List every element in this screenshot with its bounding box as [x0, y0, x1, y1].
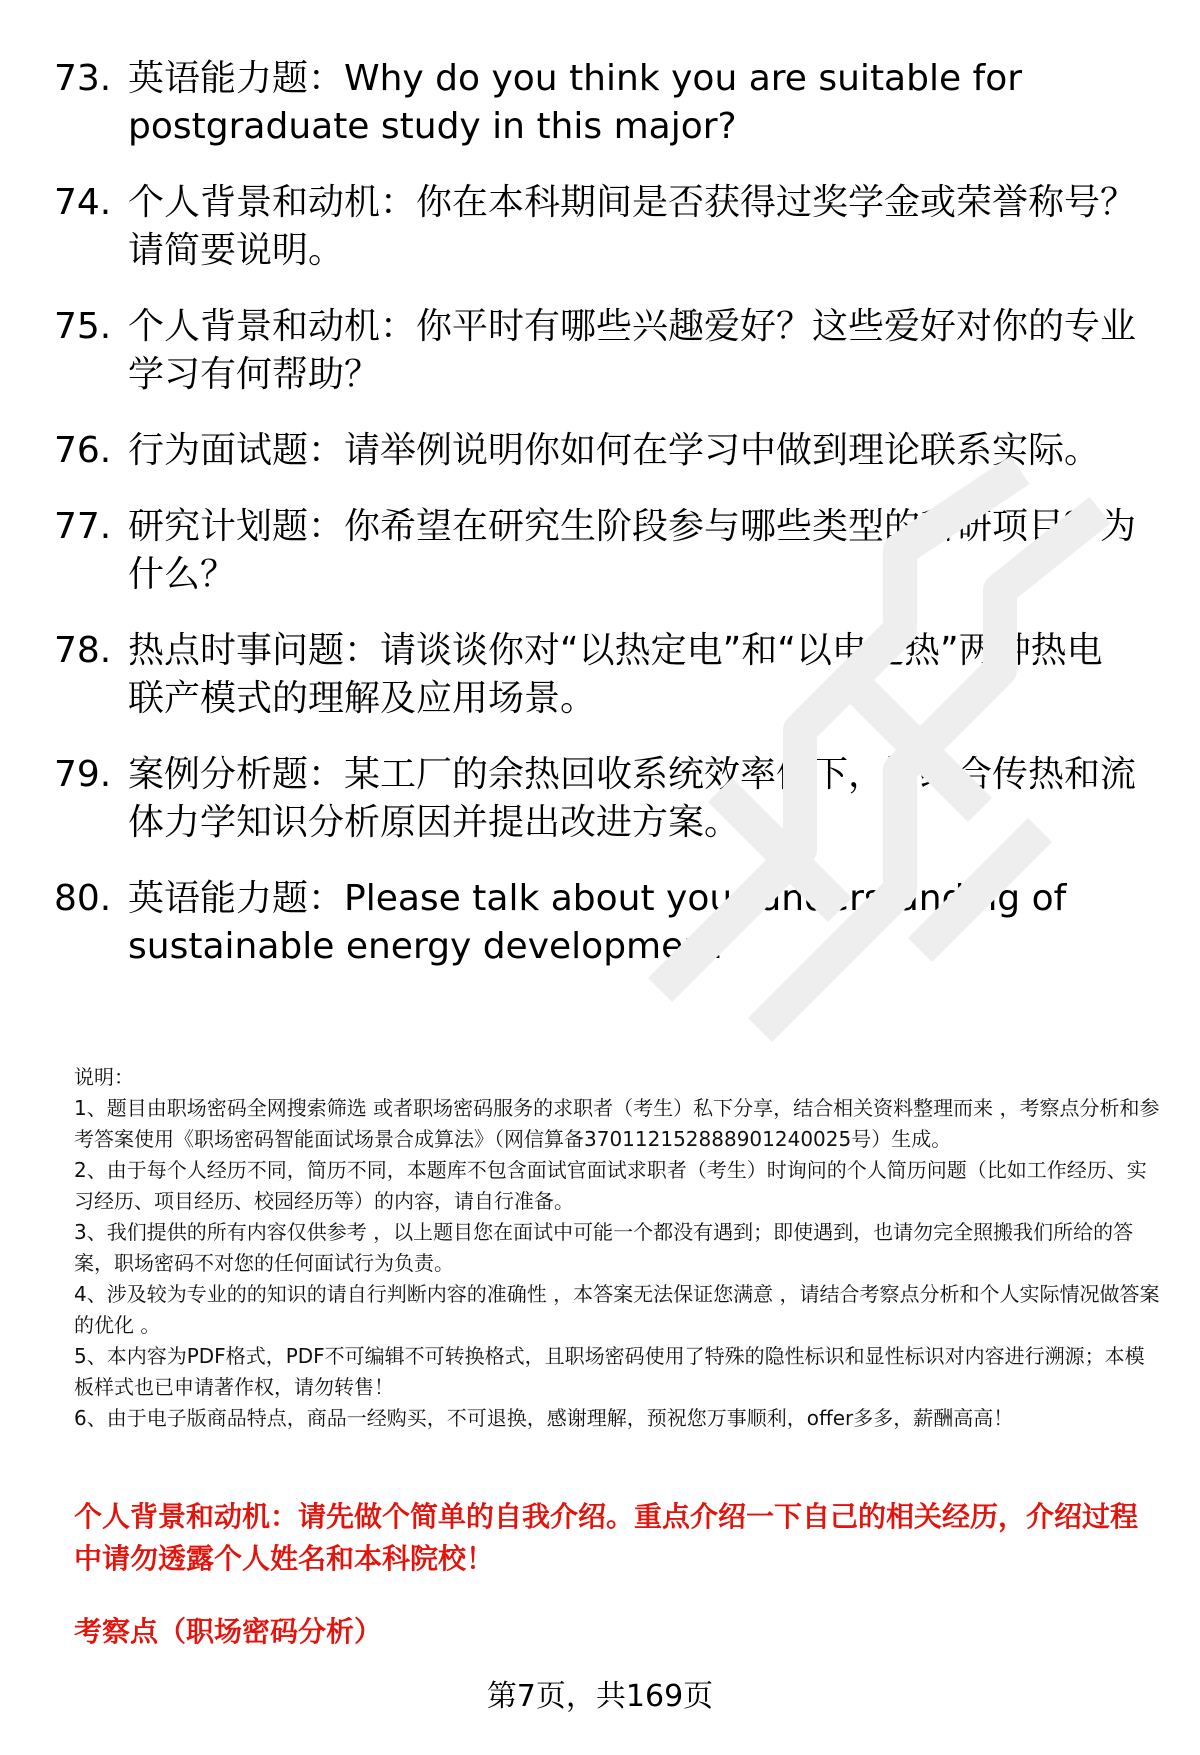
question-text: 英语能力题：Please talk about your understanding of sustainable energy development — [128, 878, 1067, 967]
notes-heading: 说明： — [74, 1065, 134, 1089]
note-item: 6、由于电子版商品特点，商品一经购买，不可退换，感谢理解，预祝您万事顺利，offer多多，薪酬高高！ — [74, 1406, 1014, 1430]
question-number: 80. — [54, 878, 112, 919]
question-number: 79. — [54, 754, 112, 795]
page-number: 第7页，共169页 — [486, 1679, 714, 1714]
question-text: 英语能力题：Why do you think you are suitable for postgraduate study in this major? — [128, 58, 1023, 147]
question-item — [0, 179, 1200, 275]
note-item: 2、由于每个人经历不同，简历不同，本题库不包含面试官面试求职者（考生）时询问的个人简历问题（比如工作经历、实习经历、项目经历、校园经历等）的内容，请自行准备。 — [74, 1158, 1147, 1213]
question-number: 74. — [54, 182, 112, 223]
question-item — [0, 627, 1200, 723]
question-number: 73. — [54, 58, 112, 99]
question-item — [0, 503, 1200, 599]
question-text: 研究计划题：你希望在研究生阶段参与哪些类型的科研项目？为什么？ — [128, 506, 1137, 595]
question-number: 76. — [54, 430, 112, 471]
question-item — [0, 427, 1200, 475]
question-item — [0, 875, 1200, 971]
question-text: 个人背景和动机：你平时有哪些兴趣爱好？这些爱好对你的专业学习有何帮助？ — [128, 306, 1137, 395]
question-item — [0, 751, 1200, 847]
note-item: 4、涉及较为专业的的知识的请自行判断内容的准确性 ，本答案无法保证您满意 ，请结合考察点分析和个人实际情况做答案的优化 。 — [74, 1282, 1160, 1337]
question-item — [0, 303, 1200, 399]
note-item: 5、本内容为PDF格式，PDF不可编辑不可转换格式，且职场密码使用了特殊的隐性标识和显性标识对内容进行溯源；本模板样式也已申请著作权，请勿转售！ — [74, 1344, 1145, 1399]
note-item: 1、题目由职场密码全网搜索筛选 或者职场密码服务的求职者（考生）私下分享，结合相关资料整理而来 ，考察点分析和参考答案使用《职场密码智能面试场景合成算法》（网信算备370112152888901240025号）生成。 — [74, 1096, 1160, 1151]
question-number: 78. — [54, 630, 112, 671]
question-item — [0, 55, 1200, 151]
question-number: 75. — [54, 306, 112, 347]
question-list — [0, 55, 1200, 999]
disclaimer-notes — [74, 1062, 1164, 1434]
question-text: 行为面试题：请举例说明你如何在学习中做到理论联系实际。 — [128, 430, 1101, 471]
analysis-subheading: 考察点（职场密码分析） — [74, 1615, 383, 1648]
question-text: 热点时事问题：请谈谈你对“以热定电”和“以电定热”两种热电联产模式的理解及应用场景。 — [128, 630, 1103, 719]
note-item: 3、我们提供的所有内容仅供参考 ，以上题目您在面试中可能一个都没有遇到；即使遇到，也请勿完全照搬我们所给的答案，职场密码不对您的任何面试行为负责。 — [74, 1220, 1134, 1275]
highlight-question: 个人背景和动机：请先做个简单的自我介绍。重点介绍一下自己的相关经历，介绍过程中请勿透露个人姓名和本科院校！ — [74, 1500, 1139, 1575]
question-number: 77. — [54, 506, 112, 547]
question-text: 个人背景和动机：你在本科期间是否获得过奖学金或荣誉称号？请简要说明。 — [128, 182, 1137, 271]
question-text: 案例分析题：某工厂的余热回收系统效率低下，请结合传热和流体力学知识分析原因并提出改进方案。 — [128, 754, 1137, 843]
